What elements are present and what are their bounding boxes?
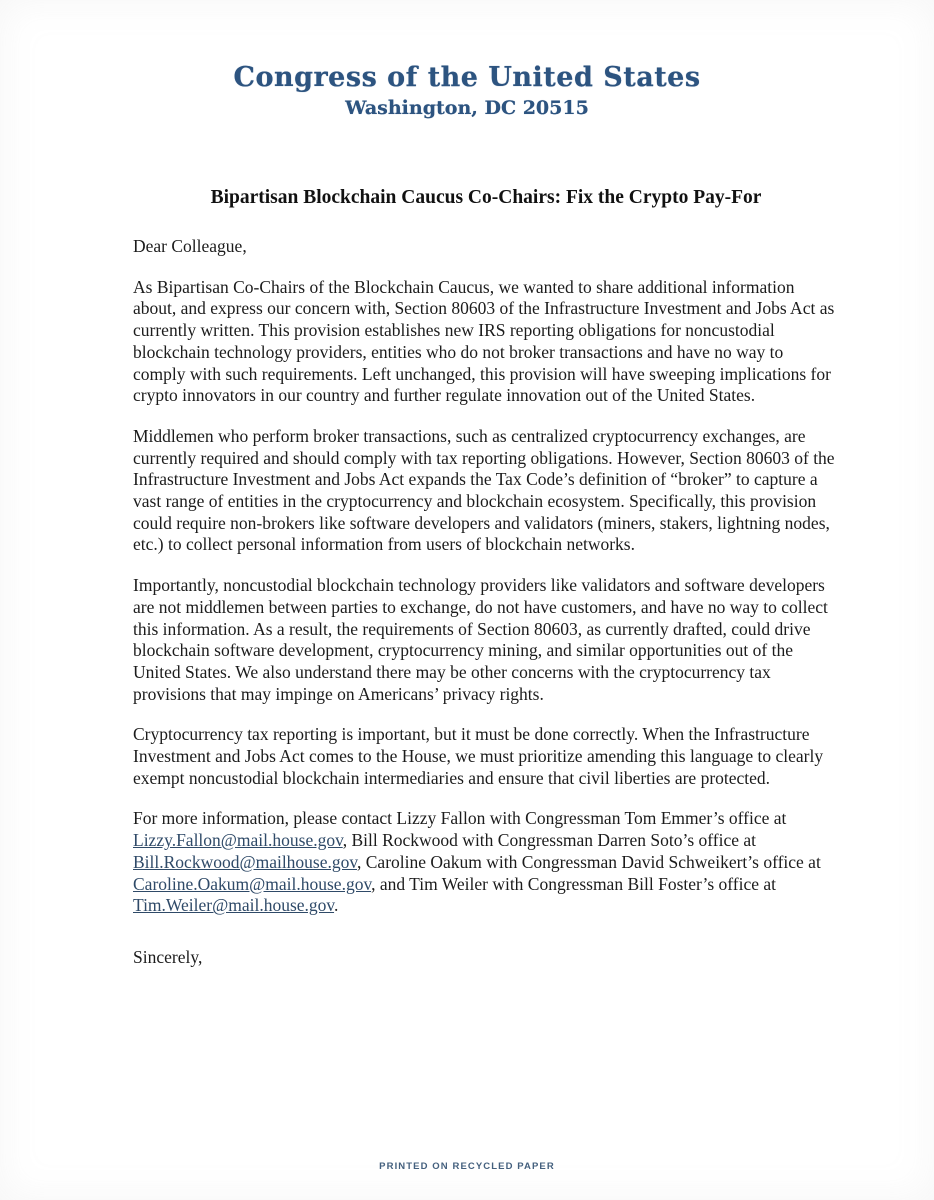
recycled-paper-note: PRINTED ON RECYCLED PAPER <box>379 1161 555 1172</box>
letterhead-washington-line: Washington, DC 20515 <box>345 97 589 119</box>
contact-text-segment: For more information, please contact Lizzy Fallon with Congressman Tom Emmer’s office at <box>133 808 787 829</box>
letterhead-congress-line: Congress of the United States <box>233 62 701 93</box>
contact-text-segment: . <box>334 895 339 916</box>
letter-title: Bipartisan Blockchain Caucus Co-Chairs: Fix the Crypto Pay-For <box>210 187 762 208</box>
paragraph-tax-reporting: Cryptocurrency tax reporting is important, but it must be done correctly. When the Infrastructure Investment and Jobs Act comes to the House, we must prioritize amending this language to clearly exempt noncustodial blockchain intermediaries and ensure that civil liberties are protected. <box>133 724 824 788</box>
closing-sincerely: Sincerely, <box>133 946 203 967</box>
contact-text-segment: , Bill Rockwood with Congressman Darren Soto’s office at <box>342 830 757 851</box>
salutation: Dear Colleague, <box>133 236 247 256</box>
paragraph-noncustodial-providers: Importantly, noncustodial blockchain technology providers like validators and software developers are not middlemen between parties to exchange, do not have customers, and have no way to collect this information. As a result, the requirements of Section 80603, as currently drafted, could drive blockchain software development, cryptocurrency mining, and similar opportunities out of the United States. We also understand there may be other concerns with the cryptocurrency tax provisions that may impinge on Americans’ privacy rights. <box>133 575 828 704</box>
email-link-bill-rockwood[interactable]: Bill.Rockwood@mailhouse.gov <box>133 851 357 872</box>
email-link-caroline-oakum[interactable]: Caroline.Oakum@mail.house.gov <box>133 873 372 894</box>
contact-text-segment: , Caroline Oakum with Congressman David Schweikert’s office at <box>357 851 821 872</box>
email-link-tim-weiler[interactable]: Tim.Weiler@mail.house.gov <box>133 895 335 916</box>
paragraph-middlemen-brokers: Middlemen who perform broker transactions, such as centralized cryptocurrency exchanges, are currently required and should comply with tax reporting obligations. However, Section 80603 of the Infrastructure Investment and Jobs Act expands the Tax Code’s definition of “broker” to capture a vast range of entities in the cryptocurrency and blockchain ecosystem. Specifically, this provision could require non-brokers like software developers and validators (miners, stakers, lightning nodes, etc.) to collect personal information from users of blockchain networks. <box>133 425 835 555</box>
paragraph-contact-info <box>133 808 839 917</box>
email-link-lizzy-fallon[interactable]: Lizzy.Fallon@mail.house.gov <box>133 830 343 851</box>
paragraph-section-80603-intro: As Bipartisan Co-Chairs of the Blockchain Caucus, we wanted to share additional information about, and express our concern with, Section 80603 of the Infrastructure Investment and Jobs Act as currently written. This provision establishes new IRS reporting obligations for noncustodial blockchain technology providers, entities who do not broker transactions and have no way to comply with such requirements. Left unchanged, this provision will have sweeping implications for crypto innovators in our country and further regulate innovation out of the United States. <box>133 276 835 406</box>
letterhead <box>0 62 934 120</box>
contact-text-segment: , and Tim Weiler with Congressman Bill Foster’s office at <box>371 873 777 894</box>
